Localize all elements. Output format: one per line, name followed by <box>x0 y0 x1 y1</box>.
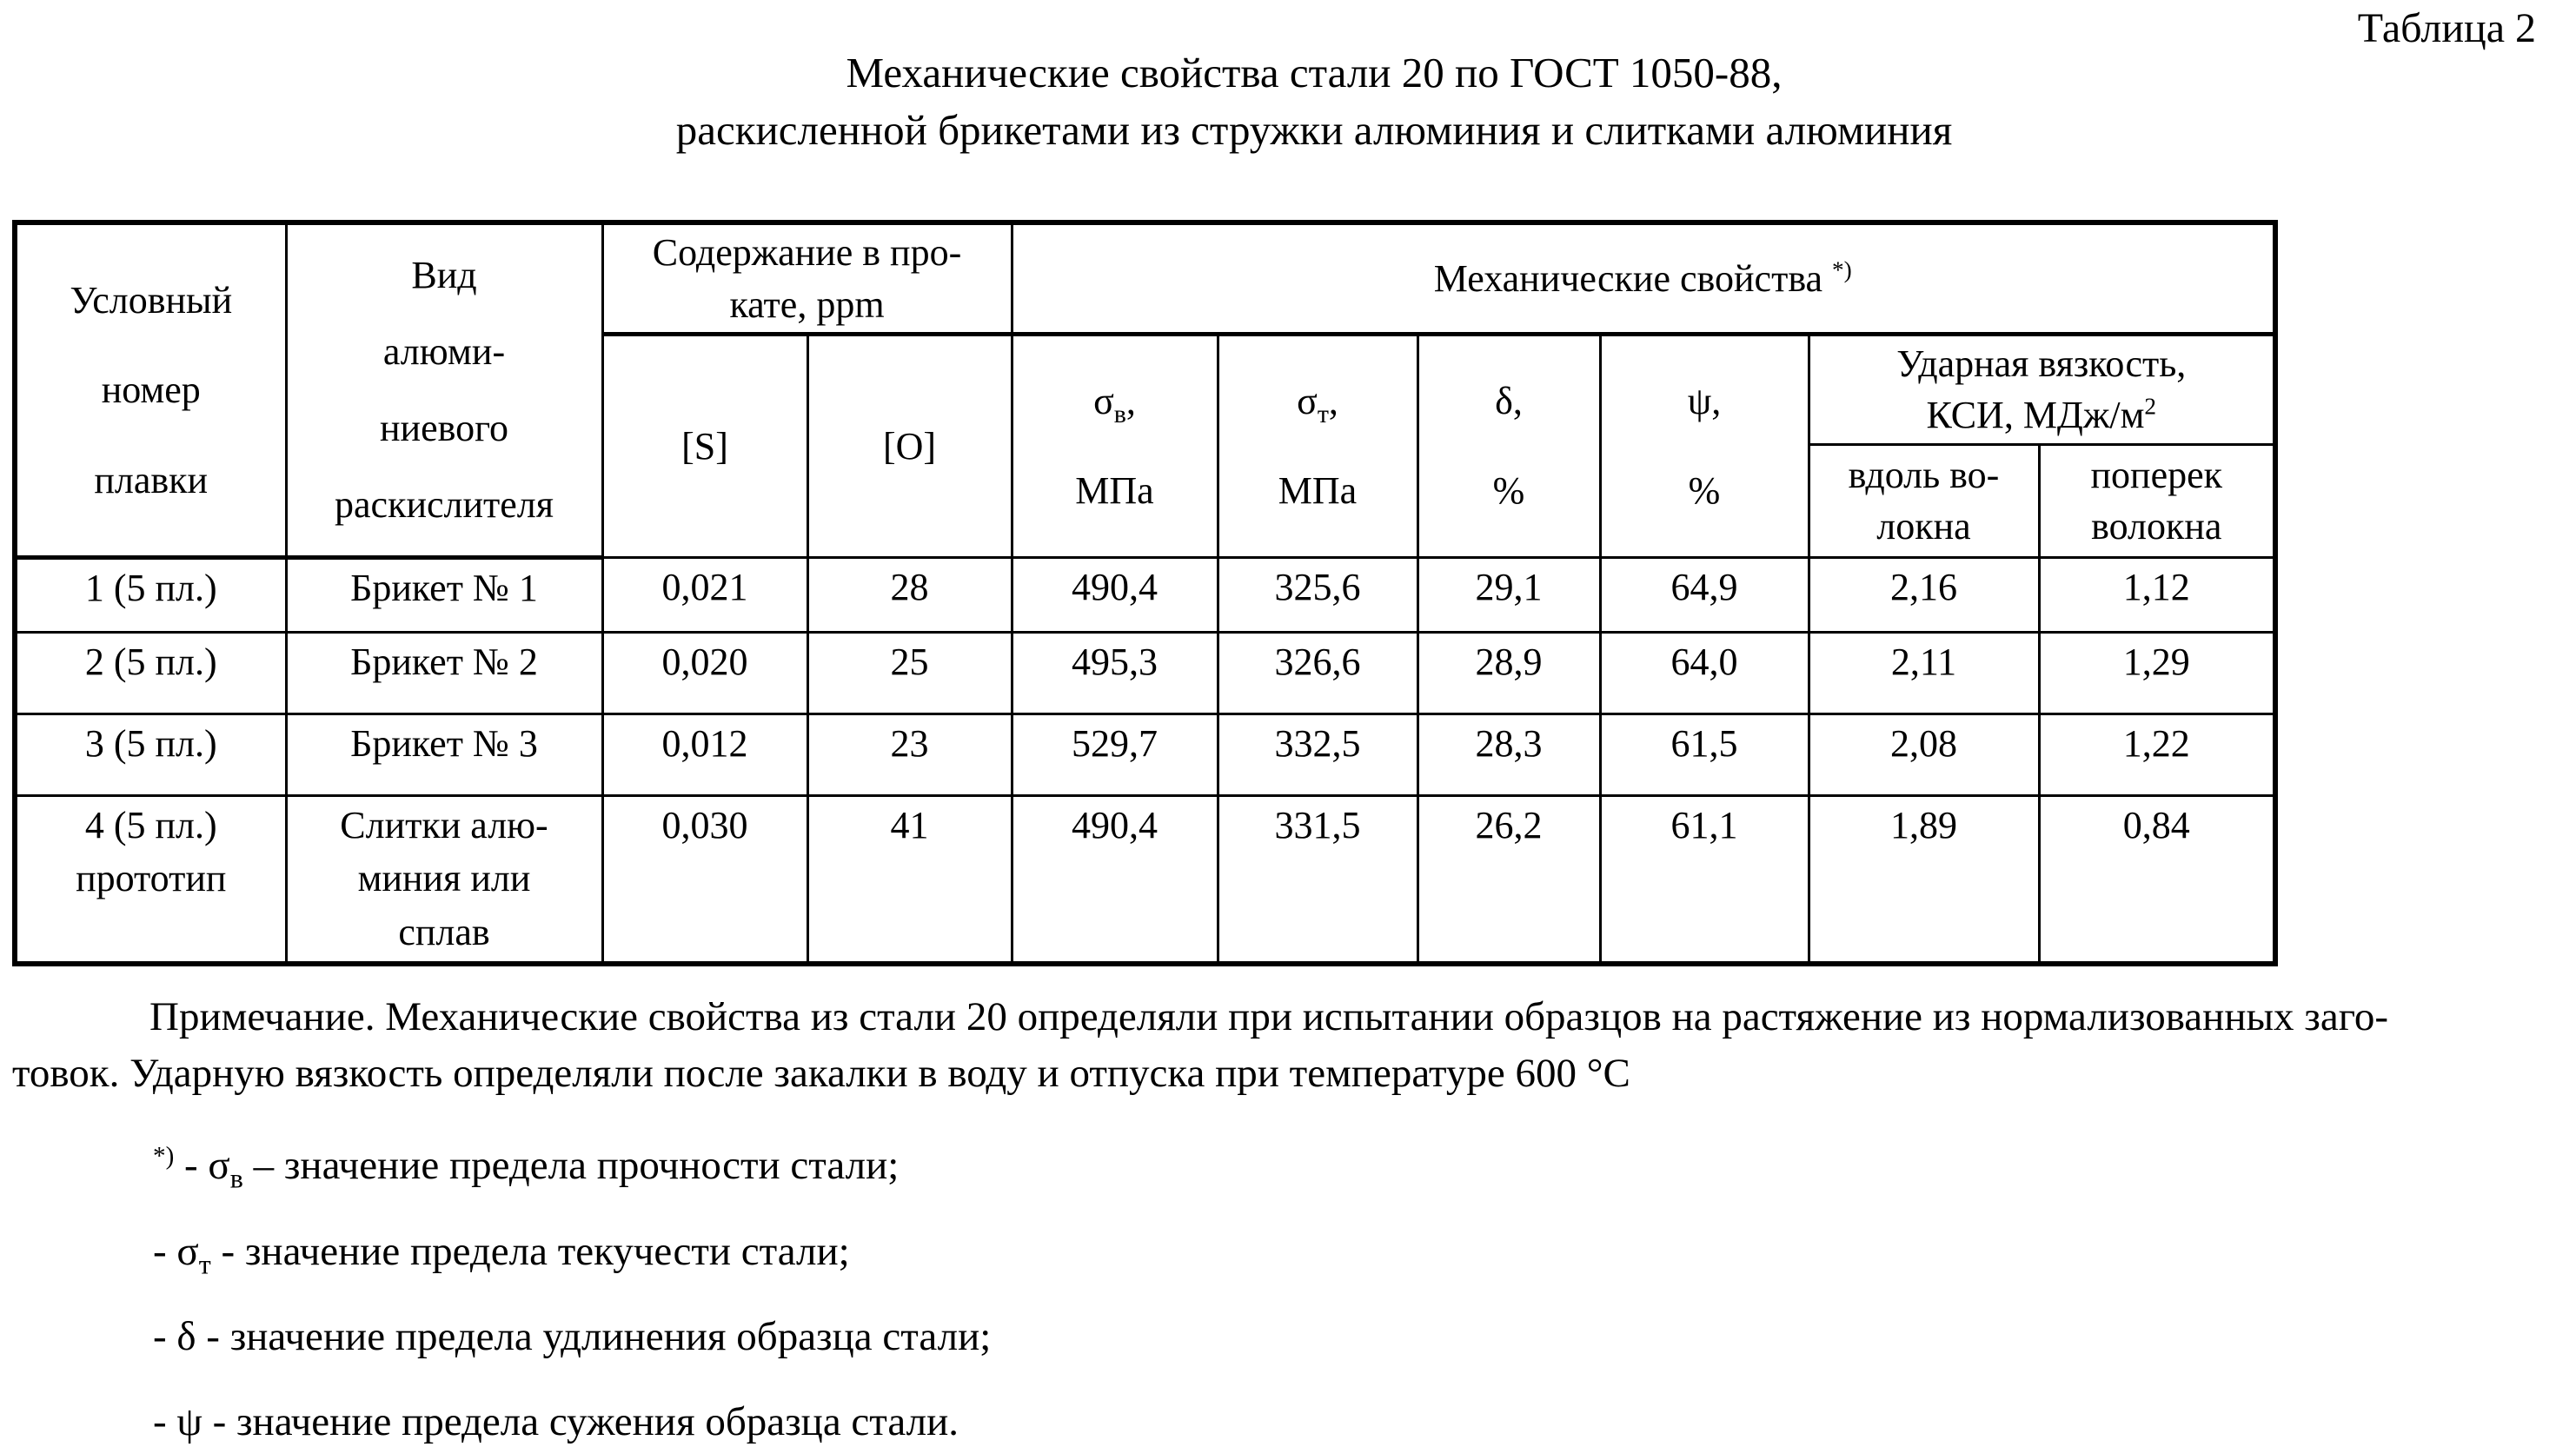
header-row-1 <box>15 222 2275 334</box>
header-mech-group <box>1012 222 2275 334</box>
footnote-psi: - ψ - значение предела сужения образца стали. <box>153 1399 959 1445</box>
cell-sulfur: 0,020 <box>602 632 807 714</box>
header-across-fiber: поперек волокна <box>2039 444 2275 557</box>
cell-deoxidizer: Брикет № 1 <box>286 557 602 632</box>
cell-melt-number: 3 (5 пл.) <box>15 714 286 795</box>
cell-oxygen: 41 <box>807 795 1012 963</box>
table-row-2 <box>15 632 2275 714</box>
table-row-4 <box>15 795 2275 963</box>
cell-melt-number: 4 (5 пл.) прототип <box>15 795 286 963</box>
cell-sigma-b: 495,3 <box>1012 632 1218 714</box>
cell-deoxidizer: Брикет № 2 <box>286 632 602 714</box>
cell-impact-along: 2,16 <box>1809 557 2039 632</box>
cell-sigma-b: 490,4 <box>1012 795 1218 963</box>
header-delta: δ, % <box>1417 335 1600 558</box>
cell-psi: 61,1 <box>1600 795 1809 963</box>
header-content-group: Содержание в про- кате, ppm <box>602 222 1012 334</box>
cell-psi: 64,0 <box>1600 632 1809 714</box>
cell-sigma-b: 529,7 <box>1012 714 1218 795</box>
cell-impact-across: 0,84 <box>2039 795 2275 963</box>
cell-impact-across: 1,12 <box>2039 557 2275 632</box>
cell-deoxidizer: Слитки алю- миния или сплав <box>286 795 602 963</box>
cell-delta: 28,3 <box>1417 714 1600 795</box>
cell-sigma-b: 490,4 <box>1012 557 1218 632</box>
footnote-marker-superscript: *) <box>1832 256 1852 283</box>
cell-oxygen: 28 <box>807 557 1012 632</box>
table-row-1 <box>15 557 2275 632</box>
document-title-line2: раскисленной брикетами из стружки алюминия и слитками алюминия <box>675 105 1953 154</box>
cell-sulfur: 0,030 <box>602 795 807 963</box>
cell-delta: 26,2 <box>1417 795 1600 963</box>
header-sulfur: [S] <box>602 335 807 558</box>
document-title-line1: Механические свойства стали 20 по ГОСТ 1050-88, <box>846 49 1783 97</box>
cell-sulfur: 0,012 <box>602 714 807 795</box>
header-deoxidizer-type: Вид алюми- ниевого раскислителя <box>286 222 602 557</box>
cell-impact-along: 2,08 <box>1809 714 2039 795</box>
header-sigma-t: $\sigma_т$, МПа <box>1218 335 1417 558</box>
cell-sulfur: 0,021 <box>602 557 807 632</box>
header-sigma-b: $\sigma_в$, МПа <box>1012 335 1218 558</box>
footnote-sigma-t: - $\sigma_т$ - значение предела текучести стали; <box>153 1228 850 1279</box>
header-along-fiber: вдоль во- локна <box>1809 444 2039 557</box>
note-paragraph: Примечание. Механические свойства из стали 20 определяли при испытании образцов на растяжение из нормализованных заго- товок. Ударную вязкость определяли после закалки в воду и отпуска при температуре 600 °С <box>12 993 2388 1097</box>
header-psi: ψ, % <box>1600 335 1809 558</box>
cell-sigma-t: 325,6 <box>1218 557 1417 632</box>
cell-oxygen: 25 <box>807 632 1012 714</box>
cell-impact-along: 1,89 <box>1809 795 2039 963</box>
cell-impact-across: 1,22 <box>2039 714 2275 795</box>
footnote-marker: *) <box>153 1142 175 1171</box>
header-oxygen: [O] <box>807 335 1012 558</box>
cell-oxygen: 23 <box>807 714 1012 795</box>
cell-deoxidizer: Брикет № 3 <box>286 714 602 795</box>
header-mech-group-label: Механические свойства <box>1433 257 1823 301</box>
table-row-3 <box>15 714 2275 795</box>
cell-sigma-t: 331,5 <box>1218 795 1417 963</box>
cell-melt-number: 1 (5 пл.) <box>15 557 286 632</box>
cell-delta: 29,1 <box>1417 557 1600 632</box>
cell-sigma-t: 326,6 <box>1218 632 1417 714</box>
footnotes-block <box>153 1141 2576 1447</box>
header-melt-number: Условный номер плавки <box>15 222 286 557</box>
table-label: Таблица 2 <box>2357 5 2536 51</box>
cell-psi: 64,9 <box>1600 557 1809 632</box>
cell-impact-along: 2,11 <box>1809 632 2039 714</box>
mechanical-properties-table <box>12 220 2278 966</box>
header-impact-group: Ударная вязкость, КСИ, МДж/$м^2$ <box>1809 335 2275 445</box>
cell-delta: 28,9 <box>1417 632 1600 714</box>
cell-sigma-t: 332,5 <box>1218 714 1417 795</box>
footnote-sigma-b: $^{*)} - \sigma_в$ – значение предела прочности стали; <box>153 1142 900 1194</box>
footnote-delta: - δ - значение предела удлинения образца стали; <box>153 1313 992 1359</box>
cell-impact-across: 1,29 <box>2039 632 2275 714</box>
cell-melt-number: 2 (5 пл.) <box>15 632 286 714</box>
cell-psi: 61,5 <box>1600 714 1809 795</box>
